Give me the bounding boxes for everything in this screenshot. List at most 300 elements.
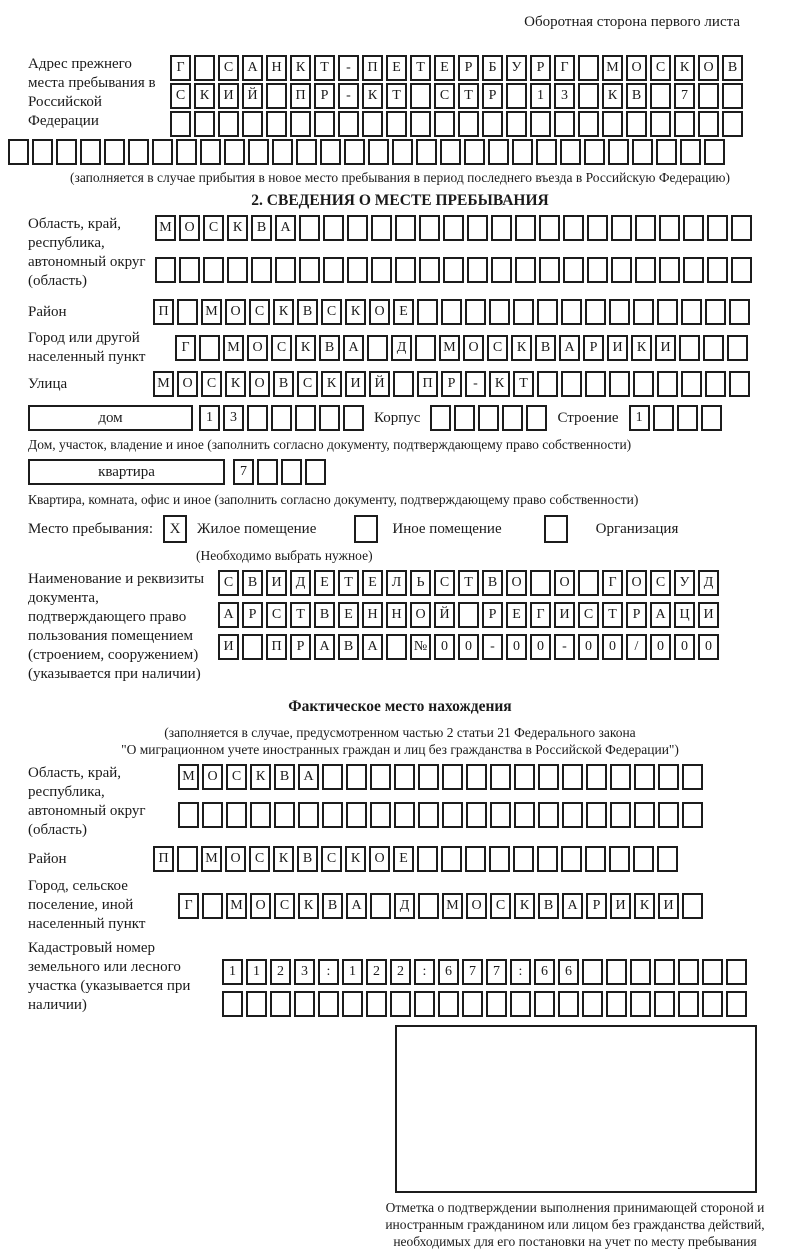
char-cell: М	[155, 215, 176, 241]
char-cell: А	[218, 602, 239, 628]
char-cell	[177, 299, 198, 325]
fakt-title: Фактическое место нахождения	[288, 698, 512, 715]
char-cell: С	[434, 570, 455, 596]
char-cell	[657, 371, 678, 397]
char-cell: Д	[698, 570, 719, 596]
char-cell	[726, 991, 747, 1017]
char-cell	[200, 139, 221, 165]
char-cell: К	[225, 371, 246, 397]
char-cell: А	[275, 215, 296, 241]
char-cell: В	[722, 55, 743, 81]
char-cell: О	[249, 371, 270, 397]
char-cell	[344, 139, 365, 165]
char-cell: 0	[458, 634, 479, 660]
gorod-label: Город или другой населенный пункт	[28, 330, 146, 365]
char-cell: И	[345, 371, 366, 397]
char-cell	[609, 371, 630, 397]
char-cell: П	[290, 83, 311, 109]
kvartira-cells	[233, 459, 326, 485]
char-cell: И	[610, 893, 631, 919]
char-cell: К	[514, 893, 535, 919]
char-cell	[464, 139, 485, 165]
char-cell: С	[650, 55, 671, 81]
char-cell	[202, 893, 223, 919]
char-cell	[635, 215, 656, 241]
char-cell	[366, 991, 387, 1017]
doc-block	[8, 570, 792, 684]
char-cell: С	[434, 83, 455, 109]
char-cell	[656, 139, 677, 165]
char-cell	[323, 215, 344, 241]
kvartira-block	[28, 459, 792, 485]
char-cell	[394, 802, 415, 828]
prev-address-caption: (заполняется в случае прибытия в новое место пребывания в период последнего въезда в Российскую Федерацию)	[69, 170, 731, 185]
fakt-oblast-row-1	[178, 764, 703, 790]
char-cell: А	[346, 893, 367, 919]
char-cell	[585, 299, 606, 325]
char-cell	[368, 139, 389, 165]
char-cell	[371, 215, 392, 241]
doc-row-2	[218, 602, 719, 628]
char-cell: 6	[558, 959, 579, 985]
char-cell: К	[634, 893, 655, 919]
char-cell: А	[242, 55, 263, 81]
char-cell	[726, 959, 747, 985]
char-cell	[681, 299, 702, 325]
char-cell	[606, 991, 627, 1017]
char-cell: И	[554, 602, 575, 628]
char-cell	[395, 215, 416, 241]
char-cell	[584, 139, 605, 165]
char-cell: В	[314, 602, 335, 628]
char-cell	[319, 405, 340, 431]
char-cell: А	[343, 335, 364, 361]
char-cell	[634, 764, 655, 790]
char-cell: 1	[199, 405, 220, 431]
char-cell: 7	[674, 83, 695, 109]
char-cell	[680, 139, 701, 165]
char-cell	[488, 139, 509, 165]
char-cell	[266, 111, 287, 137]
char-cell: Р	[482, 602, 503, 628]
char-cell	[250, 802, 271, 828]
char-cell: В	[626, 83, 647, 109]
char-cell: М	[201, 846, 222, 872]
char-cell	[418, 893, 439, 919]
char-cell: М	[178, 764, 199, 790]
char-cell: -	[338, 83, 359, 109]
char-cell: О	[250, 893, 271, 919]
char-cell	[410, 111, 431, 137]
char-cell: В	[319, 335, 340, 361]
char-cell	[371, 257, 392, 283]
char-cell: Е	[393, 299, 414, 325]
char-cell	[659, 215, 680, 241]
char-cell: Н	[362, 602, 383, 628]
char-cell: С	[201, 371, 222, 397]
char-cell: Е	[434, 55, 455, 81]
stroenie-label: Строение	[557, 409, 619, 426]
char-cell: О	[554, 570, 575, 596]
char-cell: С	[490, 893, 511, 919]
prev-address-row-2	[170, 83, 743, 109]
mesto-block	[28, 515, 792, 543]
char-cell	[281, 459, 302, 485]
char-cell	[707, 215, 728, 241]
char-cell	[322, 802, 343, 828]
char-cell: Т	[458, 570, 479, 596]
option-inoe-label: Иное помещение	[392, 520, 502, 537]
char-cell: Й	[242, 83, 263, 109]
char-cell	[441, 846, 462, 872]
char-cell: И	[658, 893, 679, 919]
char-cell	[515, 215, 536, 241]
rayon-block	[8, 299, 792, 325]
char-cell	[177, 846, 198, 872]
char-cell	[678, 991, 699, 1017]
char-cell	[705, 371, 726, 397]
char-cell: Р	[586, 893, 607, 919]
char-cell: К	[345, 846, 366, 872]
char-cell	[539, 257, 560, 283]
char-cell: 1	[629, 405, 650, 431]
char-cell: С	[321, 846, 342, 872]
checkbox-org	[544, 515, 568, 543]
char-cell	[386, 111, 407, 137]
checkbox-zhiloe: X	[163, 515, 187, 543]
char-cell	[394, 764, 415, 790]
char-cell: С	[266, 602, 287, 628]
char-cell	[454, 405, 475, 431]
char-cell: 3	[223, 405, 244, 431]
char-cell: К	[298, 893, 319, 919]
prev-address-row-4	[8, 139, 792, 165]
char-cell	[679, 335, 700, 361]
char-cell	[342, 991, 363, 1017]
char-cell: А	[362, 634, 383, 660]
char-cell	[465, 299, 486, 325]
mesto-label: Место пребывания:	[28, 520, 153, 537]
char-cell	[489, 299, 510, 325]
char-cell: Д	[391, 335, 412, 361]
char-cell	[633, 846, 654, 872]
char-cell: Н	[266, 55, 287, 81]
char-cell	[506, 83, 527, 109]
char-cell: Т	[602, 602, 623, 628]
char-cell: :	[510, 959, 531, 985]
char-cell	[346, 802, 367, 828]
char-cell	[218, 111, 239, 137]
char-cell: К	[345, 299, 366, 325]
kadastr-block	[8, 939, 792, 1017]
char-cell: 3	[554, 83, 575, 109]
char-cell	[80, 139, 101, 165]
char-cell	[610, 764, 631, 790]
char-cell: А	[650, 602, 671, 628]
char-cell: И	[698, 602, 719, 628]
fakt-oblast-label: Область, край, республика, автономный округ (область)	[28, 765, 146, 838]
char-cell	[683, 215, 704, 241]
char-cell	[194, 55, 215, 81]
char-cell	[682, 893, 703, 919]
prev-address-block	[8, 55, 792, 137]
char-cell: Г	[170, 55, 191, 81]
char-cell	[417, 299, 438, 325]
char-cell: Д	[290, 570, 311, 596]
char-cell: А	[559, 335, 580, 361]
prev-address-row-1	[170, 55, 743, 81]
checkbox-inoe	[354, 515, 378, 543]
char-cell	[242, 634, 263, 660]
char-cell: Р	[583, 335, 604, 361]
char-cell	[703, 335, 724, 361]
char-cell	[417, 846, 438, 872]
char-cell	[722, 83, 743, 109]
char-cell	[658, 802, 679, 828]
char-cell	[635, 257, 656, 283]
char-cell	[537, 299, 558, 325]
char-cell	[681, 371, 702, 397]
char-cell: Т	[338, 570, 359, 596]
oblast-row-2	[155, 257, 752, 283]
char-cell: С	[271, 335, 292, 361]
char-cell: М	[602, 55, 623, 81]
char-cell: Е	[362, 570, 383, 596]
oblast-label: Область, край, республика, автономный округ (область)	[28, 216, 146, 289]
char-cell: С	[578, 602, 599, 628]
char-cell: 0	[578, 634, 599, 660]
char-cell: 2	[366, 959, 387, 985]
char-cell	[506, 111, 527, 137]
char-cell	[248, 139, 269, 165]
char-cell	[705, 299, 726, 325]
char-cell	[701, 405, 722, 431]
char-cell	[698, 111, 719, 137]
char-cell	[390, 991, 411, 1017]
char-cell: Т	[458, 83, 479, 109]
char-cell: Г	[530, 602, 551, 628]
char-cell: В	[242, 570, 263, 596]
char-cell	[512, 139, 533, 165]
char-cell	[654, 991, 675, 1017]
char-cell	[294, 991, 315, 1017]
char-cell: К	[295, 335, 316, 361]
char-cell	[510, 991, 531, 1017]
char-cell: П	[153, 846, 174, 872]
char-cell	[486, 991, 507, 1017]
char-cell	[682, 764, 703, 790]
char-cell: О	[225, 846, 246, 872]
char-cell: 3	[294, 959, 315, 985]
char-cell	[633, 371, 654, 397]
char-cell	[104, 139, 125, 165]
char-cell	[386, 634, 407, 660]
char-cell	[729, 299, 750, 325]
char-cell: С	[487, 335, 508, 361]
char-cell: 0	[434, 634, 455, 660]
char-cell	[558, 991, 579, 1017]
char-cell: С	[170, 83, 191, 109]
char-cell	[634, 802, 655, 828]
char-cell: В	[535, 335, 556, 361]
char-cell	[609, 846, 630, 872]
char-cell	[272, 139, 293, 165]
char-cell	[443, 215, 464, 241]
char-cell	[178, 802, 199, 828]
char-cell: №	[410, 634, 431, 660]
char-cell: 0	[674, 634, 695, 660]
char-cell	[698, 83, 719, 109]
char-cell	[586, 764, 607, 790]
confirmation-stamp-box	[395, 1025, 757, 1193]
gorod-row	[175, 335, 748, 361]
char-cell: И	[655, 335, 676, 361]
char-cell	[415, 335, 436, 361]
char-cell	[320, 139, 341, 165]
char-cell: Ь	[410, 570, 431, 596]
char-cell	[561, 846, 582, 872]
char-cell: С	[297, 371, 318, 397]
char-cell	[458, 602, 479, 628]
char-cell: 7	[233, 459, 254, 485]
char-cell: Е	[386, 55, 407, 81]
char-cell: А	[314, 634, 335, 660]
char-cell	[434, 111, 455, 137]
char-cell	[128, 139, 149, 165]
mesto-note: (Необходимо выбрать нужное)	[196, 548, 373, 563]
char-cell: П	[266, 634, 287, 660]
char-cell: -	[482, 634, 503, 660]
char-cell: Д	[394, 893, 415, 919]
char-cell: О	[179, 215, 200, 241]
char-cell	[266, 83, 287, 109]
char-cell	[443, 257, 464, 283]
char-cell: К	[250, 764, 271, 790]
char-cell: -	[554, 634, 575, 660]
char-cell	[176, 139, 197, 165]
char-cell	[251, 257, 272, 283]
char-cell: К	[227, 215, 248, 241]
char-cell: Е	[393, 846, 414, 872]
char-cell	[467, 215, 488, 241]
char-cell: Б	[482, 55, 503, 81]
fakt-gorod-label: Город, сельское поселение, иной населенный пункт	[28, 878, 146, 932]
char-cell: К	[321, 371, 342, 397]
char-cell: 6	[438, 959, 459, 985]
char-cell	[32, 139, 53, 165]
char-cell	[440, 139, 461, 165]
char-cell	[657, 846, 678, 872]
char-cell	[626, 111, 647, 137]
char-cell: М	[442, 893, 463, 919]
char-cell: С	[321, 299, 342, 325]
char-cell: А	[562, 893, 583, 919]
char-cell: 1	[342, 959, 363, 985]
char-cell	[650, 83, 671, 109]
char-cell: К	[362, 83, 383, 109]
fakt-gorod-row	[178, 893, 703, 919]
char-cell	[227, 257, 248, 283]
fakt-rayon-row	[153, 846, 678, 872]
char-cell	[414, 991, 435, 1017]
doc-label: Наименование и реквизиты документа, подтверждающего право пользования помещением (строением, сооружением) (указывается при наличии)	[28, 571, 205, 682]
korpus-cells	[430, 405, 547, 431]
char-cell	[416, 139, 437, 165]
char-cell: С	[249, 846, 270, 872]
char-cell: К	[194, 83, 215, 109]
prev-address-label: Адрес прежнего места пребывания в Российской Федерации	[28, 56, 156, 129]
char-cell: К	[273, 846, 294, 872]
char-cell: И	[266, 570, 287, 596]
dom-block	[28, 405, 792, 431]
char-cell	[370, 764, 391, 790]
char-cell: Р	[242, 602, 263, 628]
char-cell: О	[466, 893, 487, 919]
char-cell	[56, 139, 77, 165]
char-cell	[491, 257, 512, 283]
char-cell	[362, 111, 383, 137]
char-cell	[538, 802, 559, 828]
char-cell	[562, 764, 583, 790]
char-cell	[677, 405, 698, 431]
char-cell	[322, 764, 343, 790]
char-cell: Н	[386, 602, 407, 628]
prev-address-row-3	[170, 111, 743, 137]
char-cell	[707, 257, 728, 283]
char-cell: Л	[386, 570, 407, 596]
char-cell	[203, 257, 224, 283]
char-cell: К	[602, 83, 623, 109]
kvartira-box-label: квартира	[28, 459, 225, 485]
char-cell	[611, 215, 632, 241]
char-cell	[299, 257, 320, 283]
char-cell	[682, 802, 703, 828]
char-cell	[222, 991, 243, 1017]
char-cell	[462, 991, 483, 1017]
char-cell	[678, 959, 699, 985]
char-cell: Р	[290, 634, 311, 660]
rayon-label: Район	[28, 303, 67, 320]
char-cell	[466, 802, 487, 828]
char-cell	[347, 215, 368, 241]
char-cell: С	[650, 570, 671, 596]
char-cell	[534, 991, 555, 1017]
kadastr-row-2	[222, 991, 747, 1017]
char-cell	[630, 959, 651, 985]
doc-row-3	[218, 634, 719, 660]
char-cell: Е	[506, 602, 527, 628]
char-cell: В	[297, 846, 318, 872]
char-cell	[608, 139, 629, 165]
char-cell	[633, 299, 654, 325]
char-cell	[246, 991, 267, 1017]
char-cell	[514, 764, 535, 790]
char-cell	[585, 846, 606, 872]
char-cell: О	[369, 299, 390, 325]
fakt-oblast-block	[8, 764, 792, 840]
char-cell	[489, 846, 510, 872]
char-cell: К	[489, 371, 510, 397]
fakt-note-2: "О миграционном учете иностранных граждан и лиц без гражданства в Российской Федерации")	[121, 742, 679, 757]
char-cell	[539, 215, 560, 241]
char-cell	[587, 257, 608, 283]
char-cell: С	[218, 570, 239, 596]
char-cell	[513, 846, 534, 872]
korpus-label: Корпус	[374, 409, 421, 426]
kvartira-caption: Квартира, комната, офис и иное (заполнить согласно документу, подтверждающему право собственности)	[28, 492, 639, 507]
char-cell	[490, 764, 511, 790]
char-cell: Г	[602, 570, 623, 596]
